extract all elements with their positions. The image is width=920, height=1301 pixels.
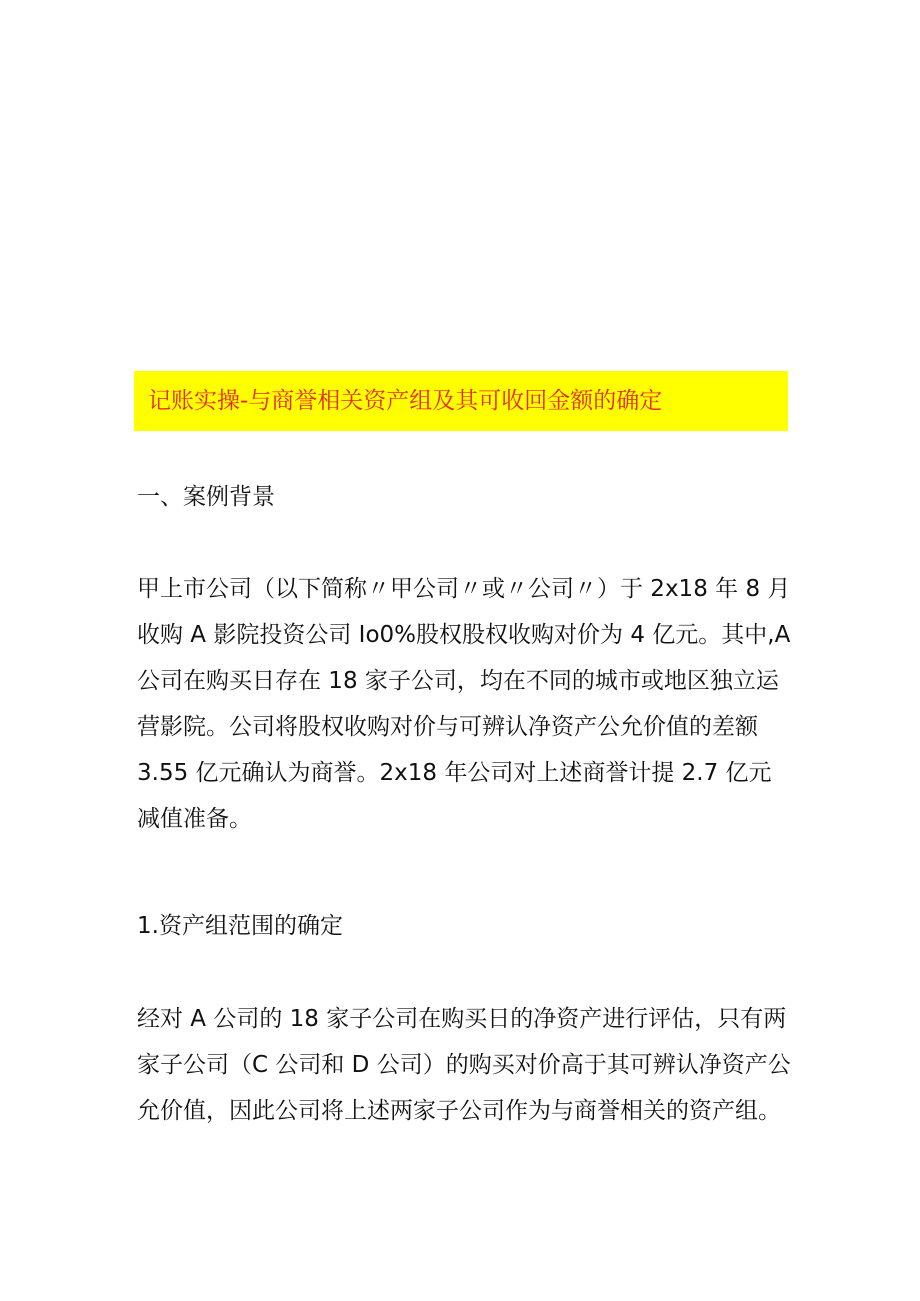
- paragraph-case-background: [137, 566, 797, 842]
- paragraph-line: 减值准备。: [137, 806, 252, 832]
- paragraph-line: 收购 A 影院投资公司 Io0%股权股权收购对价为 4 亿元。其中,A: [137, 622, 791, 648]
- document-title: 记账实操-与商誉相关资产组及其可收回金额的确定: [148, 388, 663, 414]
- paragraph-line: 3.55 亿元确认为商誉。2x18 年公司对上述商誉计提 2.7 亿元: [137, 760, 772, 786]
- paragraph-line: 家子公司（C 公司和 D 公司）的购买对价高于其可辨认净资产公: [137, 1052, 791, 1078]
- section-heading-asset-group-scope: 1.资产组范围的确定: [137, 913, 343, 939]
- paragraph-line: 营影院。公司将股权收购对价与可辨认净资产公允价值的差额: [137, 714, 758, 740]
- paragraph-asset-group-scope: [137, 996, 797, 1134]
- paragraph-line: 经对 A 公司的 18 家子公司在购买日的净资产进行评估，只有两: [137, 1006, 787, 1032]
- section-heading-case-background: 一、案例背景: [137, 484, 275, 510]
- paragraph-line: 甲上市公司（以下简称〃甲公司〃或〃公司〃）于 2x18 年 8 月: [137, 576, 791, 602]
- paragraph-line: 允价值，因此公司将上述两家子公司作为与商誉相关的资产组。: [137, 1098, 781, 1124]
- paragraph-line: 公司在购买日存在 18 家子公司，均在不同的城市或地区独立运: [137, 668, 779, 694]
- title-banner: [134, 371, 788, 431]
